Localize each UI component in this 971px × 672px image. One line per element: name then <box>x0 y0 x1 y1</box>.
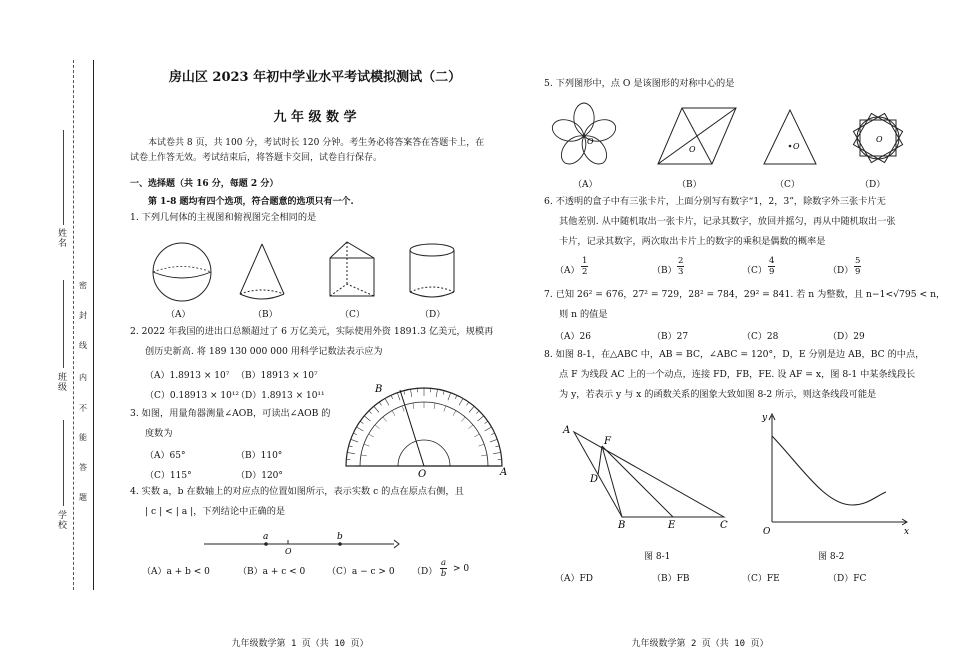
q6-c-numerator: 4 <box>769 256 775 266</box>
q5-option-a[interactable]: （A） <box>573 180 598 190</box>
q4-option-a[interactable]: （A）a + b < 0 <box>142 567 210 577</box>
fig82-label-y: y <box>762 413 768 423</box>
seal-char: 封 <box>79 311 87 320</box>
protractor-tick <box>404 391 405 395</box>
question-8-line-1: 8. 如图 8-1，在△ABC 中，AB = BC，∠ABC = 120°，D，E 分别是边 AB，BC 的中点， <box>544 349 925 360</box>
q4-d-fraction <box>440 558 447 579</box>
triangle-figure <box>764 110 816 164</box>
protractor-tick <box>491 433 495 435</box>
question-8-line-2: 点 F 为线段 AC 上的一个动点，连接 FD，FB，FE. 设 AF = x，图 8-1 中某条线段长 <box>559 369 916 380</box>
protractor-tick <box>347 452 355 453</box>
protractor-figure <box>340 382 510 480</box>
name-field-line[interactable] <box>63 130 64 225</box>
q7-option-c[interactable]: （C）28 <box>742 332 779 342</box>
fig82-label-o: O <box>763 527 771 537</box>
question-3-line-1: 3. 如图，用量角器测量∠AOB，可读出∠AOB 的 <box>130 408 331 419</box>
q5-figures <box>552 100 922 170</box>
protractor-label-b: B <box>375 384 383 395</box>
fig81-label-f: F <box>604 436 611 447</box>
q6-option-d-label: （D） <box>828 266 854 276</box>
section-1-note: 第 1-8 题均有四个选项，符合题意的选项只有一个. <box>148 197 354 207</box>
protractor-tick <box>436 389 437 397</box>
protractor-tick <box>349 446 353 447</box>
question-8-line-3: 为 y，若表示 y 与 x 的函数关系的图象大致如图 8-2 所示，则这条线段可能是 <box>559 389 877 400</box>
q6-b-numerator: 2 <box>678 256 684 266</box>
right-footer: 九年级数学第 2 页（共 10 页） <box>631 639 769 649</box>
fig81-label-c: C <box>720 520 728 531</box>
question-5: 5. 下列图形中，点 O 是该图形的对称中心的是 <box>544 78 735 89</box>
q6-a-numerator: 1 <box>582 256 588 266</box>
seal-char: 能 <box>79 433 87 442</box>
protractor-tick <box>443 391 444 395</box>
school-label: 学校 <box>56 510 66 530</box>
q4-option-c[interactable]: （C）a − c > 0 <box>327 567 395 577</box>
binding-line-outer <box>73 60 74 590</box>
protractor-inner-tick <box>392 411 395 416</box>
protractor-tick <box>455 395 457 399</box>
protractor-inner-tick <box>461 417 465 422</box>
q4-option-b[interactable]: （B）a + c < 0 <box>238 567 306 577</box>
protractor-tick <box>478 416 484 421</box>
q5-option-d[interactable]: （D） <box>860 180 886 190</box>
q7-option-a[interactable]: （A）26 <box>555 332 591 342</box>
protractor-tick <box>351 439 359 442</box>
q6-option-d-fraction <box>854 256 861 277</box>
q5-center-label-d: O <box>876 135 883 144</box>
q3-option-b[interactable]: （B）110° <box>236 451 283 461</box>
q8-option-b[interactable]: （B）FB <box>652 574 690 584</box>
q6-d-numerator: 5 <box>855 256 861 266</box>
parallelogram-figure <box>658 108 736 164</box>
seal-char: 答 <box>79 463 87 472</box>
page-subtitle: 九 年 级 数 学 <box>273 110 357 125</box>
left-footer: 九年级数学第 1 页（共 10 页） <box>231 639 369 649</box>
protractor-tick <box>397 393 400 401</box>
cone-figure <box>240 244 284 299</box>
question-7-line-2: 则 n 的值是 <box>559 309 608 320</box>
intro-line-1: 本试卷共 8 页，共 100 分，考试时长 120 分钟。考生务必将答案答在答题卡上，在 <box>148 138 485 148</box>
question-3-line-2: 度数为 <box>145 428 173 439</box>
protractor-tick <box>485 421 488 423</box>
q3-option-d[interactable]: （D）120° <box>236 471 283 481</box>
q1-option-d[interactable]: （D） <box>420 310 446 320</box>
protractor-inner-tick <box>369 434 374 437</box>
q6-option-c-fraction <box>768 256 775 277</box>
section-1-heading: 一、选择题（共 16 分，每题 2 分） <box>130 179 279 189</box>
protractor-inner-tick <box>364 444 370 446</box>
fig81-label-e: E <box>668 520 676 531</box>
class-label: 班级 <box>56 372 66 392</box>
protractor-tick <box>379 402 381 405</box>
figure-8-2 <box>760 410 915 535</box>
protractor-tick <box>353 433 357 435</box>
protractor-tick <box>356 427 363 431</box>
q4-option-d[interactable]: （D） <box>412 567 438 577</box>
protractor-tick <box>466 402 468 405</box>
q6-option-a-label: （A） <box>555 266 580 276</box>
protractor-tick <box>469 406 474 412</box>
protractor-inner-tick <box>361 455 367 456</box>
flower-figure <box>549 103 618 169</box>
figure-8-1 <box>560 420 740 532</box>
protractor-tick <box>485 427 492 431</box>
seal-char: 线 <box>79 341 87 350</box>
protractor-tick <box>493 452 501 453</box>
q4-d-tail: > 0 <box>453 564 470 574</box>
protractor-tick <box>364 416 370 421</box>
fig81-label-b: B <box>618 520 626 531</box>
protractor-tick <box>490 439 498 442</box>
q6-option-a-fraction <box>581 256 588 277</box>
protractor-inner-tick <box>444 406 446 412</box>
question-6-line-3: 卡片，记录其数字，两次取出卡片上的数字的乘积是偶数的概率是 <box>559 236 826 247</box>
fig81-label-a: A <box>563 425 571 436</box>
seal-char: 内 <box>79 373 87 382</box>
seal-char: 密 <box>79 281 87 290</box>
page-title: 房山区 2023 年初中学业水平考试模拟测试（二） <box>168 70 462 85</box>
number-line-label-o: O <box>285 547 292 556</box>
name-label: 姓名 <box>56 228 66 248</box>
protractor-label-o: O <box>418 469 427 480</box>
protractor-tick <box>391 395 393 399</box>
q5-option-b[interactable]: （B） <box>677 180 702 190</box>
q4-d-denominator: b <box>440 569 447 579</box>
q6-option-b-fraction <box>677 256 684 277</box>
protractor-inner-tick <box>434 403 435 409</box>
q6-d-denominator: 9 <box>855 267 861 277</box>
question-7-line-1: 7. 已知 26² = 676，27² = 729，28² = 784，29² = 841. 若 n 为整数，且 n−1<√795 < n， <box>544 289 946 300</box>
q8-option-d[interactable]: （D）FC <box>828 574 867 584</box>
q6-b-denominator: 3 <box>678 267 684 277</box>
q5-center-label-b: O <box>689 145 696 154</box>
q3-option-c[interactable]: （C）115° <box>145 471 192 481</box>
number-line-label-b: b <box>337 532 343 542</box>
protractor-inner-tick <box>402 406 404 412</box>
question-6-line-1: 6. 不透明的盒子中有三张卡片，上面分别写有数字“1，2，3”，除数字外三张卡片无 <box>544 196 886 207</box>
fig82-label-x: x <box>904 527 910 537</box>
protractor-inner-tick <box>375 425 380 429</box>
q5-center-label-c: O <box>793 142 800 151</box>
protractor-label-a: A <box>500 467 508 478</box>
binding-line-inner <box>93 60 94 590</box>
protractor-inner-tick <box>468 425 473 429</box>
q1-figures <box>150 240 470 305</box>
seal-char: 不 <box>79 404 87 413</box>
protractor-tick <box>476 411 479 414</box>
protractor-tick <box>495 446 499 447</box>
q8-option-a[interactable]: （A）FD <box>555 574 593 584</box>
squares-figure <box>853 113 902 162</box>
q1-option-b[interactable]: （B） <box>253 310 278 320</box>
q7-option-d[interactable]: （D）29 <box>828 332 865 342</box>
q1-option-c[interactable]: （C） <box>340 310 365 320</box>
class-field-line[interactable] <box>63 280 64 368</box>
question-4-line-2: | c | < | a |，下列结论中正确的是 <box>145 506 286 517</box>
seal-char: 题 <box>79 493 87 502</box>
question-2-line-1: 2. 2022 年我国的进出口总额超过了 6 万亿美元，实际使用外资 1891.3 亿美元，规模再 <box>130 326 494 337</box>
question-4-line-1: 4. 实数 a，b 在数轴上的对应点的位置如图所示，表示实数 c 的点在原点右侧，且 <box>130 486 464 497</box>
question-2-line-2: 创历史新高. 将 189 130 000 000 用科学记数法表示应为 <box>145 346 383 357</box>
q4-d-numerator: a <box>441 558 447 568</box>
intro-line-2: 试卷上作答无效。考试结束后，将答题卡交回，试卷自行保存。 <box>130 153 383 163</box>
number-line-figure <box>200 530 400 560</box>
protractor-inner-tick <box>413 403 414 409</box>
protractor-inner-tick <box>453 411 456 416</box>
protractor-inner-tick <box>474 434 479 437</box>
protractor-tick <box>374 406 379 412</box>
protractor-tick <box>369 411 372 414</box>
protractor-tick <box>385 398 389 405</box>
question-6-line-2: 其他差别. 从中随机取出一张卡片，记录其数字，放回并摇匀，再从中随机取出一张 <box>559 216 896 227</box>
sphere-figure <box>153 243 211 301</box>
q2-option-b[interactable]: （B）18913 × 10⁷ <box>236 371 318 381</box>
q1-option-a[interactable]: （A） <box>166 310 191 320</box>
protractor-tick <box>360 421 363 423</box>
protractor-inner-tick <box>383 417 387 422</box>
fig81-label-d: D <box>590 474 599 485</box>
q2-option-d[interactable]: （D）1.8913 × 10¹¹ <box>236 391 325 401</box>
q6-option-c-label: （C） <box>742 266 767 276</box>
protractor-inner-tick <box>481 455 487 456</box>
q2-option-c[interactable]: （C）0.18913 × 10¹² <box>145 391 240 401</box>
q5-option-c[interactable]: （C） <box>775 180 800 190</box>
q6-option-b-label: （B） <box>652 266 677 276</box>
cylinder-figure <box>410 244 454 297</box>
protractor-inner-tick <box>479 444 485 446</box>
q6-a-denominator: 2 <box>582 267 588 277</box>
q6-c-denominator: 9 <box>769 267 775 277</box>
q2-option-a[interactable]: （A）1.8913 × 10⁷ <box>145 371 230 381</box>
q5-center-label-a: O <box>587 137 594 146</box>
protractor-tick <box>459 398 463 405</box>
q8-option-c[interactable]: （C）FE <box>742 574 780 584</box>
protractor-tick <box>410 389 411 397</box>
fig81-caption: 图 8-1 <box>644 552 671 562</box>
q3-option-a[interactable]: （A）65° <box>145 451 186 461</box>
school-field-line[interactable] <box>63 420 64 506</box>
number-line-label-a: a <box>263 532 269 542</box>
q7-option-b[interactable]: （B）27 <box>652 332 689 342</box>
question-1: 1. 下列几何体的主视图和俯视图完全相同的是 <box>130 212 317 223</box>
fig82-caption: 图 8-2 <box>818 552 845 562</box>
prism-figure <box>330 242 374 296</box>
protractor-tick <box>448 393 451 401</box>
